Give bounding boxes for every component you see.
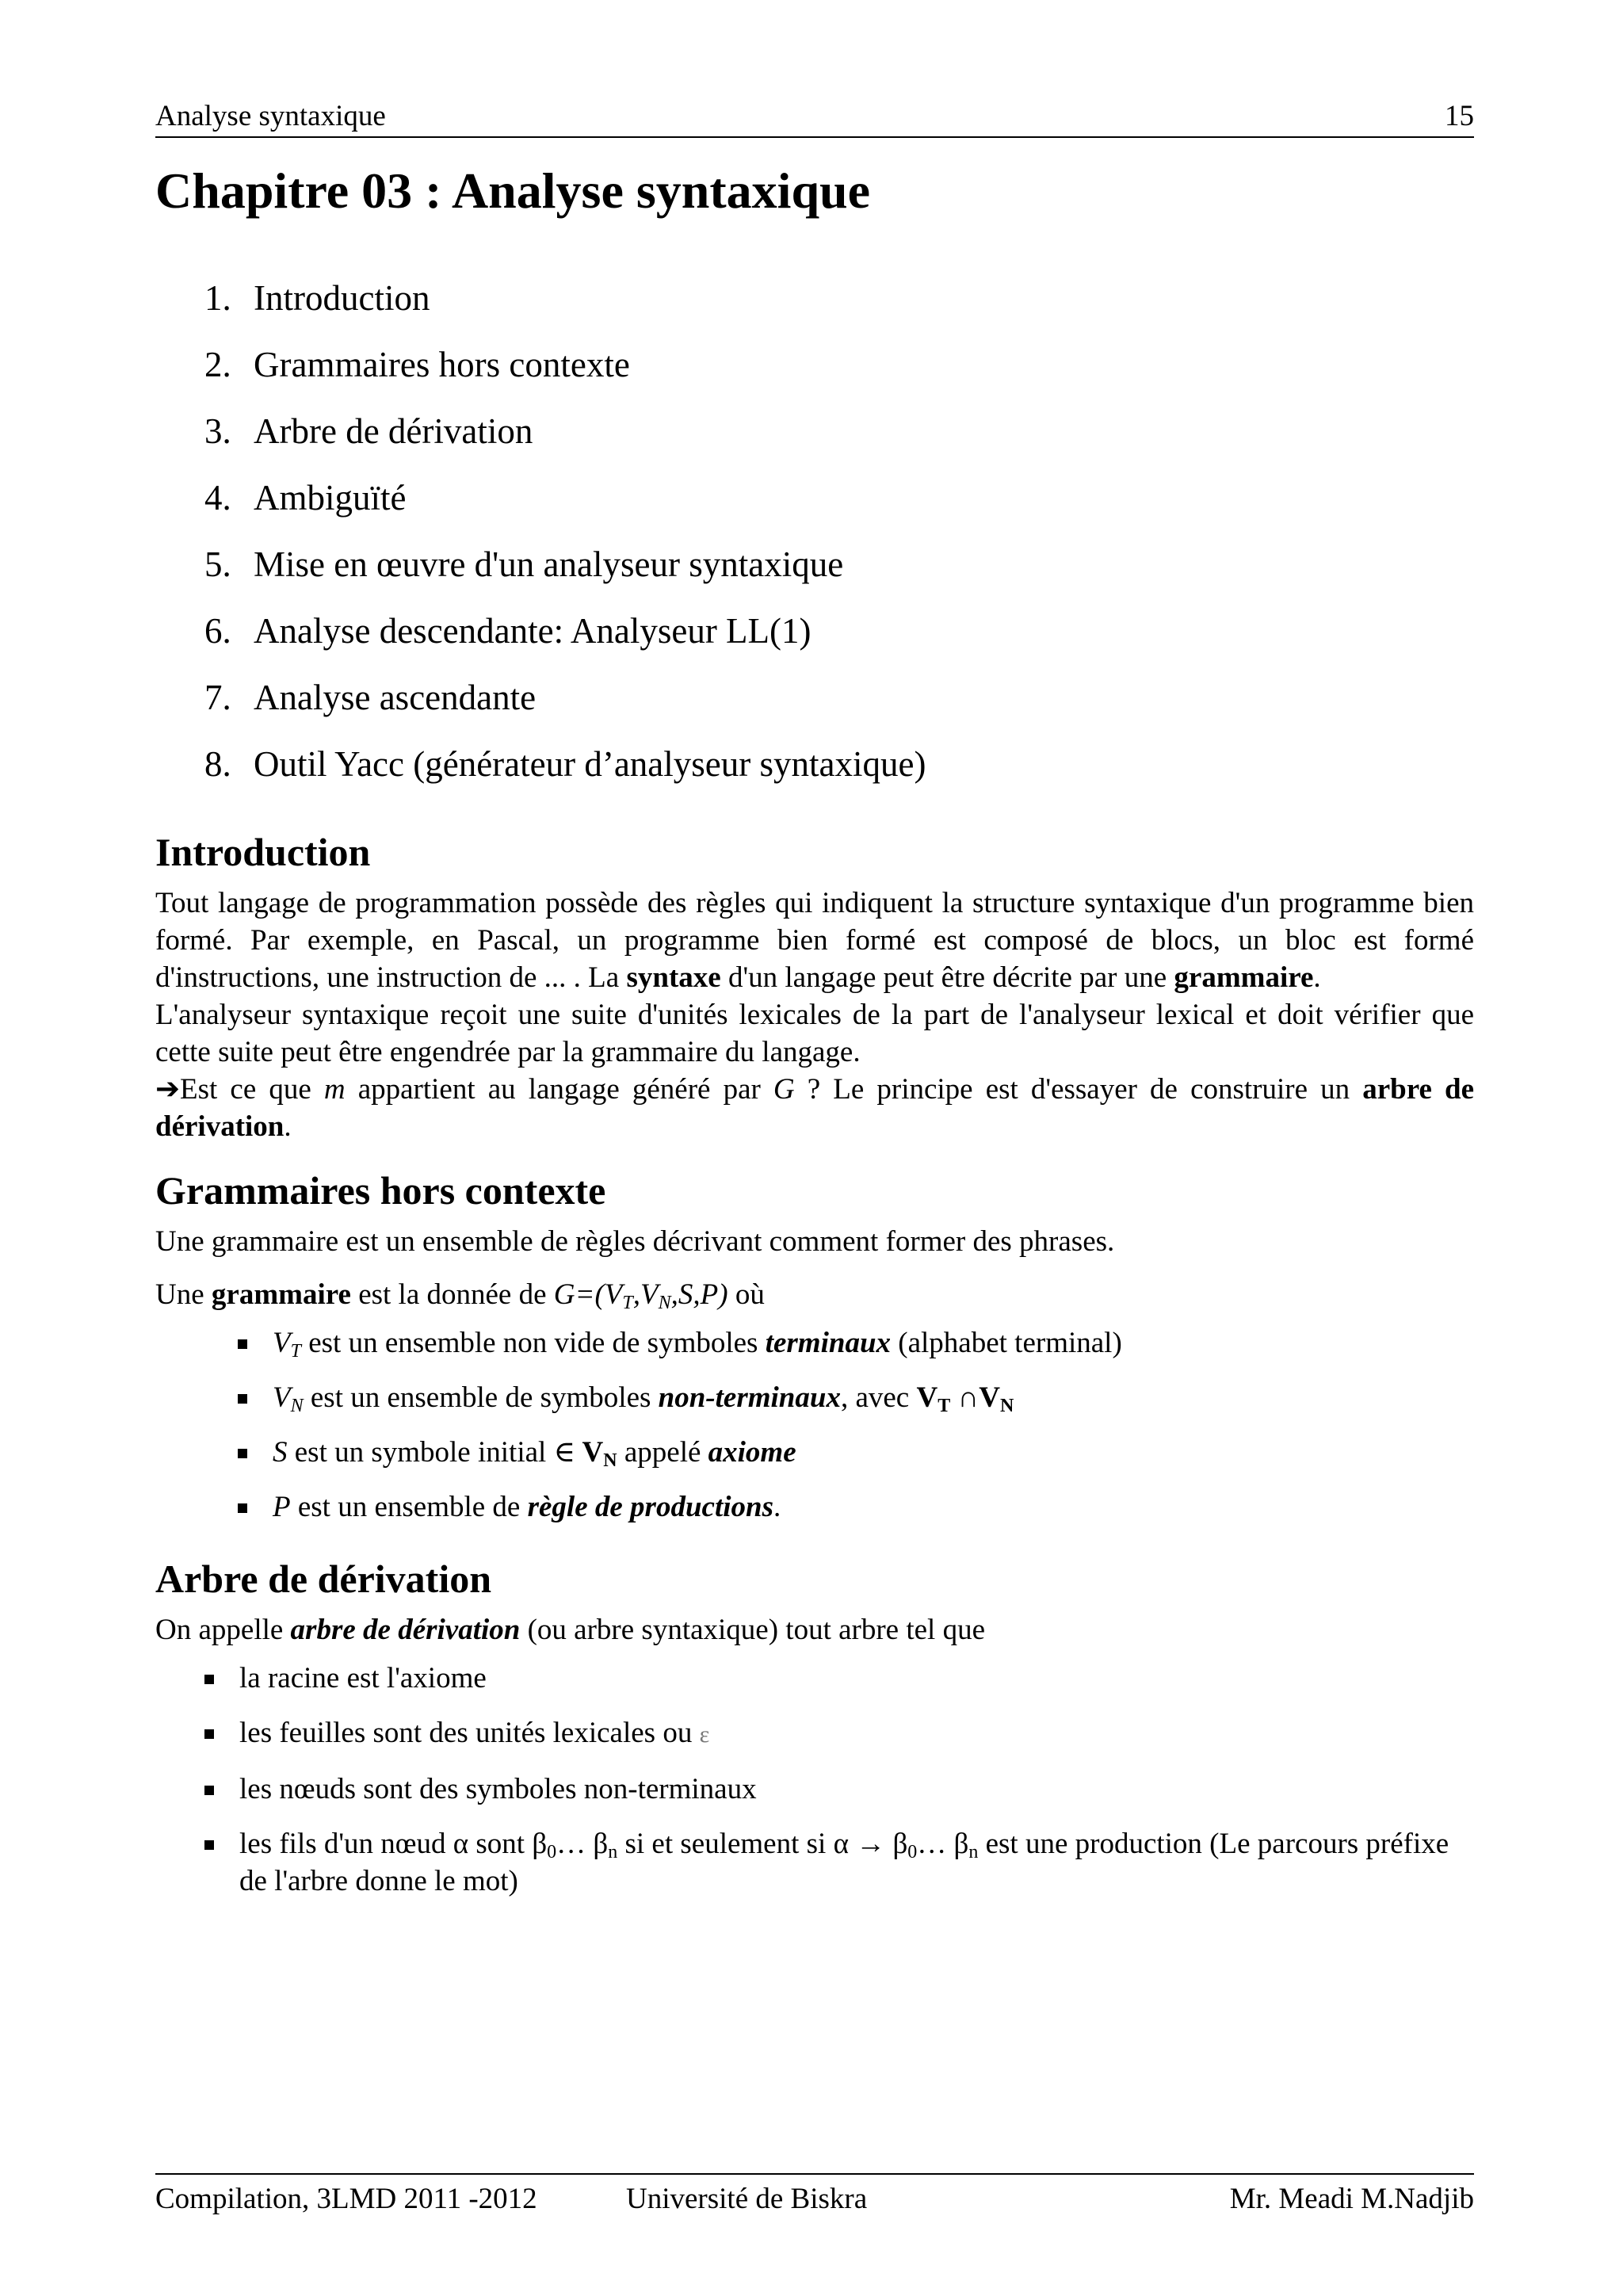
- grammar-paragraph-1: Une grammaire est un ensemble de règles décrivant comment former des phrases.: [155, 1225, 1115, 1258]
- grammar-paragraph-2: Une grammaire est la donnée de $G=(V_T,V_N,S,P)$ où: [155, 1278, 765, 1313]
- list-item: les fils d'un nœud α sont $\beta_0\dots$ $\beta_n$ si et seulement si $\alpha \to \beta_0\dots$ $\beta_n$ est une production (Le parcours préfixe de l'arbre donne le mot): [204, 1825, 1474, 1900]
- tree-definition-list: [155, 1660, 1474, 1900]
- element-of-icon: ∈: [553, 1436, 575, 1469]
- list-item: P est un ensemble de règle de productions.: [238, 1488, 1474, 1526]
- section-heading-arbre: Arbre de dérivation: [155, 1557, 492, 1601]
- list-item: S est un symbole initial ∈ $V_N$ appelé axiome: [238, 1434, 1474, 1471]
- page-number: 15: [1445, 100, 1474, 132]
- footer-university: Université de Biskra: [626, 2183, 868, 2215]
- intro-paragraph-1: Tout langage de programmation possède des règles qui indiquent la structure syntaxique d'un programme bien formé. Par exemple, en Pascal, un programme bien formé est composé de blocs, un bloc est formé d'instructions, une instruction de ... . La syntaxe d'un langage peut être décrite par une grammaire.: [155, 887, 1474, 994]
- toc-item: 2. Grammaires hors contexte: [204, 345, 630, 384]
- list-item: la racine est l'axiome: [204, 1660, 1474, 1697]
- table-of-contents: [155, 265, 1474, 797]
- running-title: Analyse syntaxique: [155, 100, 386, 132]
- toc-item: 7. Analyse ascendante: [204, 678, 537, 717]
- toc-item: 4. Ambiguïté: [204, 478, 407, 518]
- toc-item: 3. Arbre de dérivation: [204, 411, 533, 451]
- toc-item: 5. Mise en œuvre d'un analyseur syntaxique: [204, 544, 844, 584]
- intro-paragraph-2: L'analyseur syntaxique reçoit une suite d'unités lexicales de la part de l'analyseur lexical et doit vérifier que cette suite peut être engendrée par la grammaire du langage.: [155, 999, 1474, 1068]
- section-heading-introduction: Introduction: [155, 830, 371, 874]
- section-heading-grammaires: Grammaires hors contexte: [155, 1168, 606, 1213]
- toc-item: 1. Introduction: [204, 278, 430, 318]
- toc-item: 8. Outil Yacc (générateur d’analyseur syntaxique): [204, 744, 926, 784]
- intersection-icon: ∩: [950, 1381, 980, 1414]
- epsilon-icon: ε: [699, 1721, 710, 1748]
- grammar-definition-list: [155, 1324, 1474, 1526]
- list-item: les feuilles sont des unités lexicales ou ε: [204, 1714, 1474, 1753]
- chapter-title: Chapitre 03 : Analyse syntaxique: [155, 162, 871, 219]
- intro-paragraph-3: ➔Est ce que m appartient au langage généré par G ? Le principe est d'essayer de construire un arbre de dérivation.: [155, 1073, 1474, 1143]
- footer-course: Compilation, 3LMD 2011 -2012: [155, 2183, 537, 2215]
- toc-item: 6. Analyse descendante: Analyseur LL(1): [204, 611, 812, 651]
- tree-paragraph-1: On appelle arbre de dérivation (ou arbre syntaxique) tout arbre tel que: [155, 1614, 985, 1646]
- page-footer: [155, 2173, 1474, 2218]
- page-header: [155, 98, 1474, 138]
- list-item: $V_T$ est un ensemble non vide de symboles terminaux (alphabet terminal): [238, 1324, 1474, 1362]
- page-content: [155, 155, 1474, 1917]
- right-arrow-icon: ➔: [155, 1073, 181, 1106]
- footer-author: Mr. Meadi M.Nadjib: [1229, 2183, 1474, 2215]
- list-item: $V_N$ est un ensemble de symboles non-terminaux, avec $V_T$ $\cap V_N$: [238, 1379, 1474, 1416]
- list-item: les nœuds sont des symboles non-terminaux: [204, 1771, 1474, 1808]
